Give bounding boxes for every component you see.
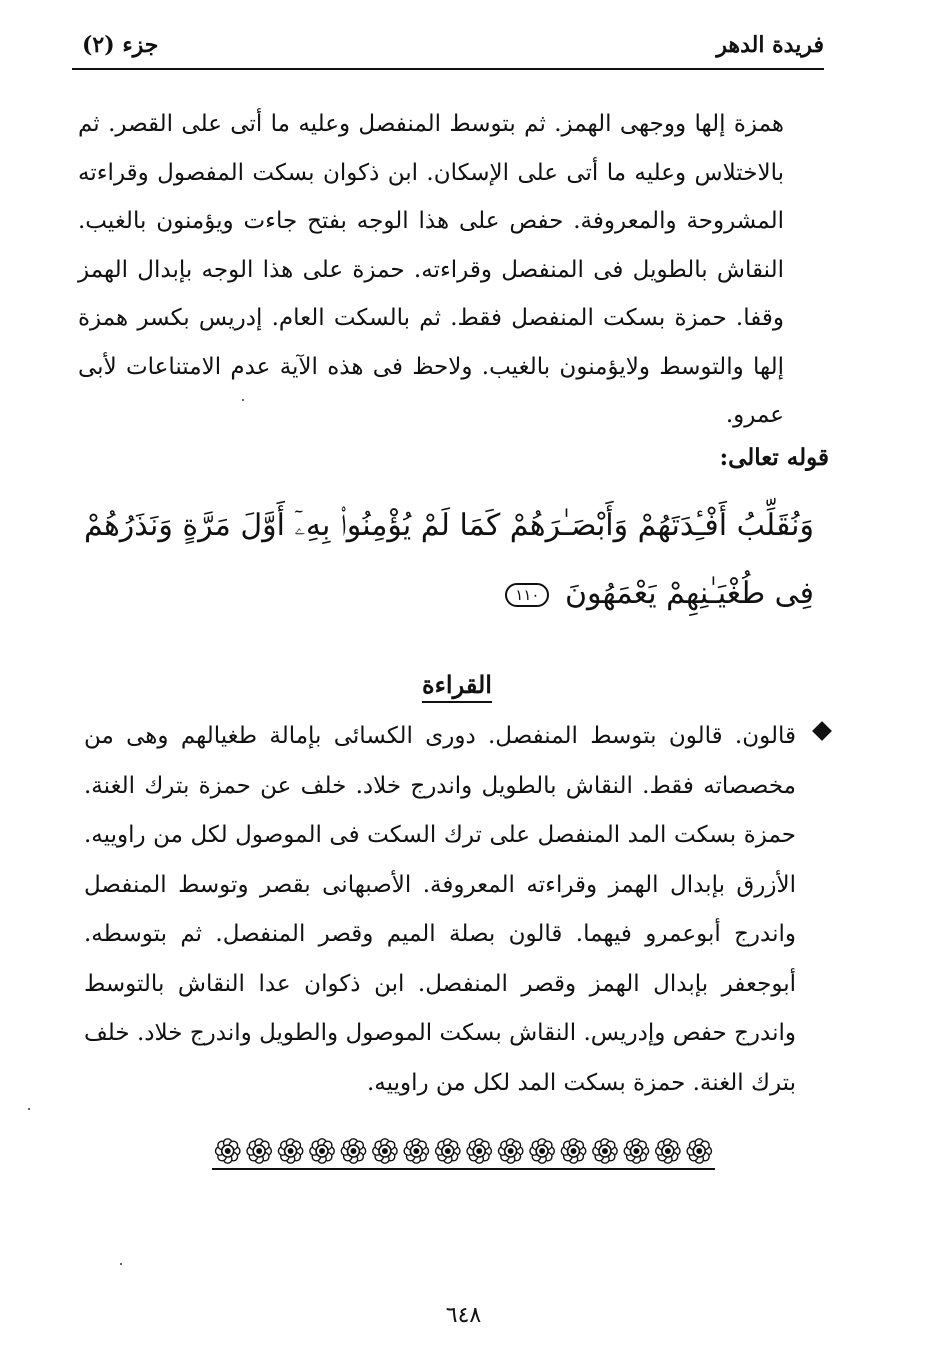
flower-rosette-icon — [561, 1139, 585, 1163]
flower-rosette-icon — [216, 1139, 240, 1163]
paragraph-2: قالون. قالون بتوسط المنفصل. دورى الكسائى بإمالة طغيالهم وهى من مخصصاته فقط. النقاش بالطويل واندرج خلاد. خلف عن حمزة بترك الغنة. حمزة بسكت المد المنفصل على ترك السكت فى الموصول لكل من راوييه. الأزرق بإبدال الهمز وقراءته المعروفة. الأصبهانى بقصر وتوسط المنفصل واندرج أبوعمرو فيهما. قالون بصلة الميم وقصر المنفصل. ثم بتوسطه. أبوجعفر بإبدال الهمز وقصر المنفصل. ابن ذكوان عدا النقاش بالتوسط واندرج حفص وإدريس. النقاش بسكت الموصول والطويل واندرج خلاد. خلف بترك الغنة. حمزة بسكت المد لكل من راوييه. — [84, 723, 796, 1096]
ayah-number-marker: ١١٠ — [505, 583, 549, 607]
flower-rosette-icon — [498, 1139, 522, 1163]
flower-rosette-icon — [530, 1139, 554, 1163]
section-heading — [0, 670, 914, 699]
flower-rosette-icon — [467, 1139, 491, 1163]
paragraph-1: همزة إلها ووجهى الهمز. ثم بتوسط المنفصل وعليه ما أتى على القصر. ثم بالاختلاس وعليه ما أتى على الإسكان. ابن ذكوان بسكت المفصول وقراءته المشروحة والمعروفة. حفص على هذا الوجه بفتح جاءت ويؤمنون بالغيب. النقاش بالطويل فى المنفصل وقراءته. حمزة على هذا الوجه بإبدال الهمز وقفا. حمزة بسكت المنفصل فقط. ثم بالسكت العام. إدريس بكسر همزة إلها والتوسط ولايؤمنون بالغيب. ولاحظ فى هذه الآية عدم الامتناعات لأبى عمرو. — [78, 111, 784, 428]
scan-speck — [242, 399, 244, 401]
page-number: ٦٤٨ — [445, 1303, 482, 1328]
flower-rosette-icon — [310, 1139, 334, 1163]
section-heading-text: القراءة — [422, 670, 492, 703]
flower-rosette-icon — [373, 1139, 397, 1163]
flower-rosette-icon — [687, 1139, 711, 1163]
flower-rosette-icon — [278, 1139, 302, 1163]
flower-rosette-icon — [436, 1139, 460, 1163]
diamond-bullet-icon — [812, 721, 832, 741]
book-title: فريدة الدهر — [716, 32, 824, 58]
flower-rosette-icon — [593, 1139, 617, 1163]
part-label: جزء (٢) — [82, 32, 159, 58]
scan-speck — [120, 1263, 122, 1265]
ornament-flowers — [212, 1136, 715, 1166]
verse-intro-label: قوله تعالى: — [719, 444, 829, 471]
flower-rosette-icon — [247, 1139, 271, 1163]
quran-verse — [84, 492, 814, 628]
flower-rosette-icon — [404, 1139, 428, 1163]
scan-speck — [28, 1108, 30, 1110]
flower-rosette-icon — [624, 1139, 648, 1163]
ornament-divider — [212, 1136, 715, 1170]
page-header — [72, 28, 824, 70]
flower-rosette-icon — [341, 1139, 365, 1163]
verse-text: وَنُقَلِّبُ أَفْـِٔدَتَهُمْ وَأَبْصَـٰرَهُمْ كَمَا لَمْ يُؤْمِنُوا۟ بِهِۦٓ أَوَّلَ مَرَّةٍ وَنَذَرُهُمْ فِى طُغْيَـٰنِهِمْ يَعْمَهُونَ — [84, 508, 814, 611]
flower-rosette-icon — [656, 1139, 680, 1163]
